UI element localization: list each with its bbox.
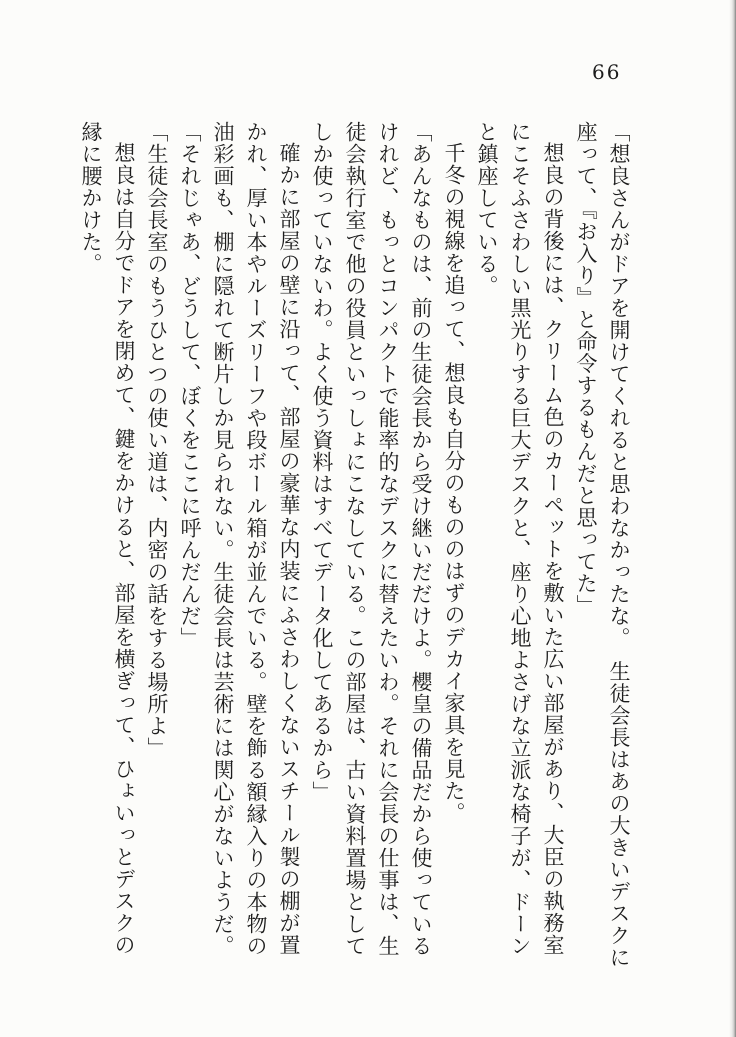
page-edge-shadow [729,0,736,1037]
text-line: 千冬の視線を追って、想良も自分のもののはずのデカイ家具を見た。 [442,142,466,824]
text-line: けれど、もっとコンパクトで能率的なデスクに替えたいわ。それに会長の仕事は、生 [376,121,400,957]
text-line: と鎮座している。 [475,121,499,297]
text-line: 「あんなものは、前の生徒会長から受け継いだだけよ。櫻皇の備品だから使っている [409,121,433,957]
text-line: 「想良さんがドアを開けてくれると思わなかったな。 生徒会長はあの大きいデスクに [607,121,631,969]
text-line: 縁に腰かけた。 [79,121,103,275]
text-line: 徒会執行室で他の役員といっしょにこなしている。この部屋は、古い資料置場として [343,121,367,957]
text-line: 想良は自分でドアを閉めて、鍵をかけると、部屋を横ぎって、ひょいっとデスクの [112,142,136,956]
text-block [74,121,635,993]
text-line: 想良の背後には、クリーム色のカーペットを敷いた広い部屋があり、大臣の執務室 [541,142,565,956]
text-line: 「それじゃあ、どうして、ぼくをここに呼んだんだ」 [178,121,202,649]
text-line: かれ、厚い本やルーズリーフや段ボール箱が並んでいる。壁を飾る額縁入りの本物の [244,121,268,957]
text-line: 確かに部屋の壁に沿って、部屋の豪華な内装にふさわしくないスチール製の棚が置 [277,142,301,956]
text-line: 座って、『お入り』と命令するもんだと思ってた」 [574,121,598,617]
text-line: しか使っていないわ。よく使う資料はすべてデータ化してあるから」 [310,121,334,803]
page-number: 66 [592,60,622,84]
text-line: にこそふさわしい黒光りする巨大デスクと、座り心地よさげな立派な椅子が、ドーン [508,121,532,957]
text-line: 油彩画も、棚に隠れて断片しか見られない。生徒会長は芸術には関心がないようだ。 [211,121,235,957]
text-line: 「生徒会長室のもうひとつの使い道は、内密の話をする場所よ」 [145,121,169,759]
